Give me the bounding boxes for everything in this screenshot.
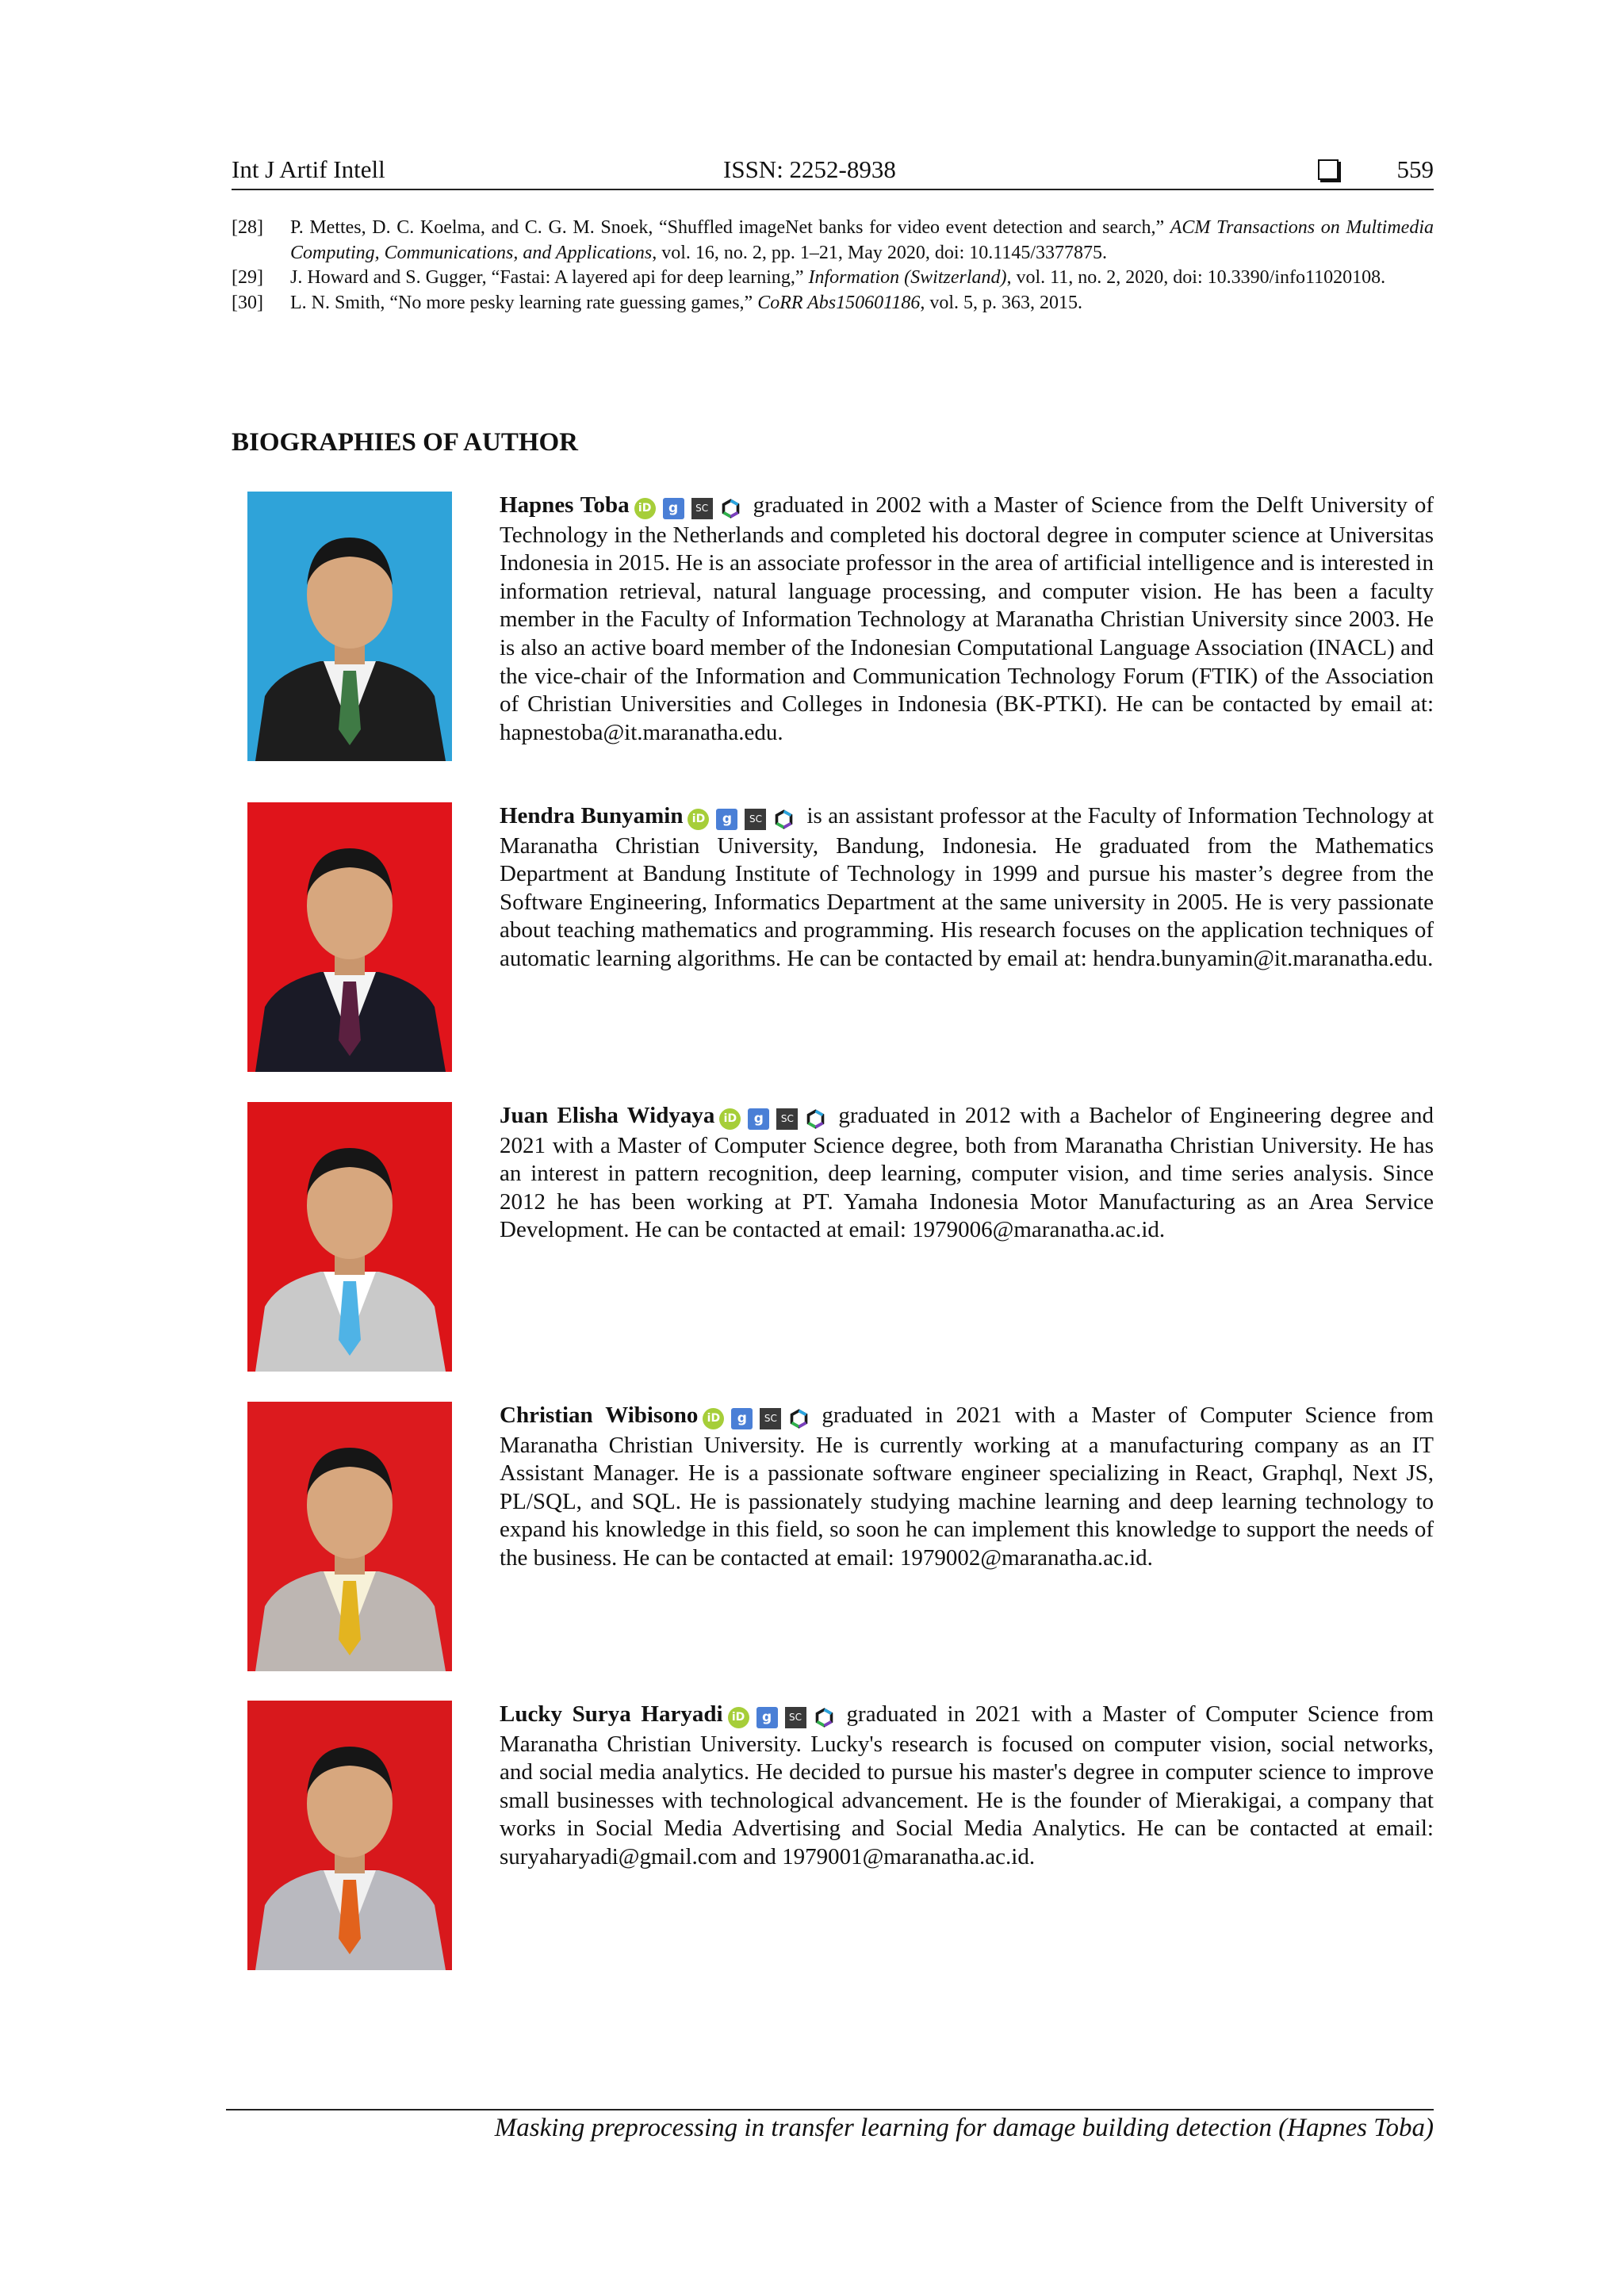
journal-name: Int J Artif Intell [232,155,385,183]
publons-icon[interactable] [814,1707,835,1728]
footer-rule [226,2109,1434,2110]
page-number: 559 [1396,155,1434,183]
running-footer: Masking preprocessing in transfer learning for damage building detection (Hapnes Toba) [494,2114,1434,2142]
page-header [232,151,1434,190]
author-bio-body: graduated in 2002 with a Master of Science from the Delft University of Technology in the Netherlands and completed his doctoral degree in computer science at Universitas Indonesia in 2015. He is an associate professor in the area of artificial intelligence and is interested in information retrieval, natural language processing, and computer vision. He has been a faculty member in the Faculty of Information Technology at Maranatha Christian University since 2003. He is also an active board member of the Indonesian Computational Language Association (INACL) and the vice-chair of the Information and Communication Technology Forum (FTIK) of the Association of Christian Universities and Colleges in Indonesia (BK-PTKI). He can be contacted by email at: hapnestoba@it.maranatha.edu. [500,492,1434,745]
reference-number: [28] [232,217,263,238]
reference-item [232,266,1434,291]
scopus-icon[interactable]: SC [745,809,766,830]
author-bio-body: is an assistant professor at the Faculty of Information Technology at Maranatha Christian University, Bandung, Indonesia. He graduated from the Mathematics Department at Bandung Institute of Technology in 1999 and pursue his master’s degree from the Software Engineering, Informatics Department at the same university in 2005. He is very passionate about teaching mathematics and programming. His research focuses on the application techniques of automatic learning algorithms. He can be contacted by email at: hendra.bunyamin@it.maranatha.edu. [500,803,1434,971]
author-bio-text [500,1402,1434,1573]
author-bio-text [500,802,1434,974]
scopus-icon[interactable]: SC [760,1408,781,1429]
orcid-icon[interactable]: iD [634,498,656,519]
reference-number: [29] [232,267,263,288]
author-bio-body: graduated in 2012 with a Bachelor of Engineering degree and 2021 with a Master of Computer Science degree, both from Maranatha Christian University. He has an interest in pattern recognition, deep learning, computer vision, and time series analysis. Since 2012 he has been working at PT. Yamaha Indonesia Motor Manufacturing as an Area Service Development. He can be contacted at email: 1979006@maranatha.ac.id. [500,1103,1434,1243]
author-name: Lucky Surya Haryadi [500,1701,723,1727]
reference-text: J. Howard and S. Gugger, “Fastai: A layered api for deep learning,” Information (Switzerland), vol. 11, no. 2, 2020, doi: 10.3390/info11020108. [290,267,1386,288]
publons-icon[interactable] [805,1108,826,1130]
author-name: Hendra Bunyamin [500,803,684,828]
orcid-icon[interactable]: iD [728,1707,749,1728]
reference-list [232,216,1434,316]
author-name: Juan Elisha Widyaya [500,1103,715,1128]
reference-item [232,291,1434,316]
orcid-icon[interactable]: iD [703,1408,724,1429]
publons-icon[interactable] [720,498,741,519]
google-scholar-icon[interactable]: g [731,1408,753,1429]
author-bio-text [500,492,1434,747]
google-scholar-icon[interactable]: g [716,809,737,830]
author-photo [247,802,452,1072]
scopus-icon[interactable]: SC [776,1108,798,1130]
scopus-icon[interactable]: SC [785,1707,806,1728]
section-title: BIOGRAPHIES OF AUTHOR [232,428,579,457]
reference-number: [30] [232,292,263,313]
author-name: Hapnes Toba [500,492,630,518]
publons-icon[interactable] [788,1408,810,1429]
google-scholar-icon[interactable]: g [748,1108,769,1130]
author-photo [247,1701,452,1970]
square-bullet-icon [1318,159,1339,180]
reference-item [232,216,1434,266]
reference-text: L. N. Smith, “No more pesky learning rate guessing games,” CoRR Abs150601186, vol. 5, p. 363, 2015. [290,292,1082,313]
author-photo [247,1102,452,1372]
publons-icon[interactable] [773,809,795,830]
author-photo [247,492,452,761]
author-bio-body: graduated in 2021 with a Master of Computer Science from Maranatha Christian University. Lucky's research is focused on computer vision, social networks, and social media analytics. He decided to pursue his master's degree in computer science to improve small businesses with technological advancement. He is the founder of Mierakigai, a company that works in Social Media Advertising and Social Media Analytics. He can be contacted at email: suryaharyadi@gmail.com and 1979001@maranatha.ac.id. [500,1701,1434,1869]
orcid-icon[interactable]: iD [719,1108,741,1130]
author-photo [247,1402,452,1671]
author-bio-text [500,1102,1434,1245]
google-scholar-icon[interactable]: g [756,1707,778,1728]
issn: ISSN: 2252-8938 [723,155,896,183]
reference-text: P. Mettes, D. C. Koelma, and C. G. M. Snoek, “Shuffled imageNet banks for video event detection and search,” ACM Transactions on Multimedia Computing, Communications, and Applications, vol. 16, no. 2, pp. 1–21, May 2020, doi: 10.1145/3377875. [290,217,1434,263]
scopus-icon[interactable]: SC [691,498,713,519]
orcid-icon[interactable]: iD [688,809,709,830]
author-bio-body: graduated in 2021 with a Master of Computer Science from Maranatha Christian University. He is currently working at a manufacturing company as an IT Assistant Manager. He is a passionate software engineer specializing in React, Graphql, Next JS, PL/SQL, and SQL. He is passionately studying machine learning and deep learning technology to expand his knowledge in this field, so soon he can implement this knowledge to support the needs of the business. He can be contacted at email: 1979002@maranatha.ac.id. [500,1402,1434,1571]
author-bio-text [500,1701,1434,1872]
author-name: Christian Wibisono [500,1402,699,1428]
google-scholar-icon[interactable]: g [663,498,684,519]
